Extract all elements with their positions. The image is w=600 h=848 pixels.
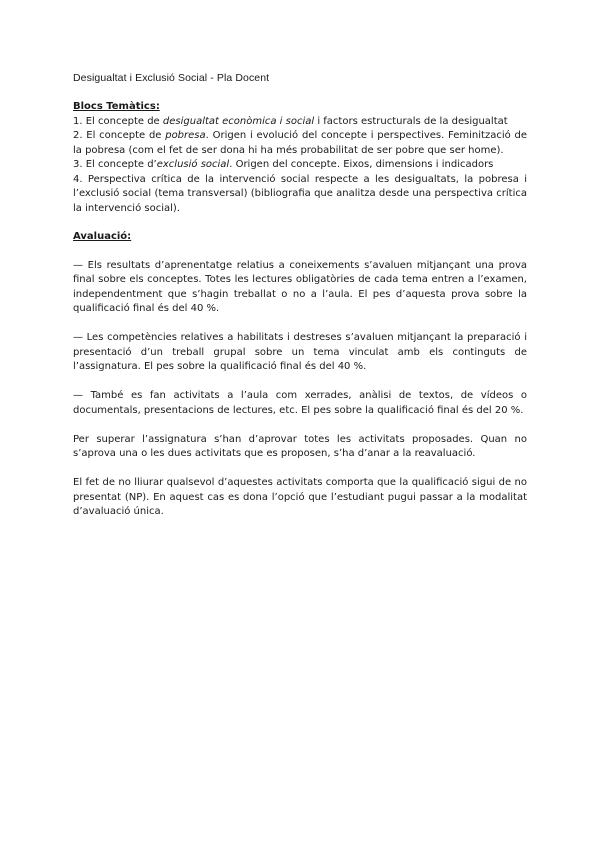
blocs-heading: Blocs Temàtics:	[73, 101, 160, 112]
avaluacio-paragraph: — També es fan activitats a l’aula com xerrades, anàlisi de textos, de vídeos o documentals, presentacions de lectures, etc. El pes sobre la qualificació final és del 20 %.	[73, 390, 527, 416]
document-body	[73, 100, 527, 534]
bloc-item: 1. El concepte de desigualtat econòmica i social i factors estructurals de la desigualtat	[73, 115, 508, 127]
avaluacio-paragraph: — Els resultats d’aprenentatge relatius a coneixements s’avaluen mitjançant una prova final sobre els conceptes. Totes les lectures obligatòries de cada tema entren a l’examen, independentment que s’hagin treballat o no a l’aula. El pes d’aquesta prova sobre la qualificació final és del 40 %.	[73, 259, 527, 314]
bloc-item: 2. El concepte de pobresa. Origen i evolució del concepte i perspectives. Feminització de la pobresa (com el fet de ser dona hi ha més probabilitat de ser pobre que ser home).	[73, 130, 527, 156]
avaluacio-paragraph: — Les competències relatives a habilitats i destreses s’avaluen mitjançant la preparació i presentació d’un treball grupal sobre un tema vinculat amb els continguts de l’assignatura. El pes sobre la qualificació final és del 40 %.	[73, 332, 527, 372]
bloc-item: 3. El concepte d’exclusió social. Origen del concepte. Eixos, dimensions i indicadors	[73, 159, 494, 170]
document-title: Desigualtat i Exclusió Social - Pla Docent	[73, 72, 270, 84]
avaluacio-paragraph: Per superar l’assignatura s’han d’aprovar totes les activitats proposades. Quan no s’aprova una o les dues activitats que es proposen, s’ha d’anar a la reavaluació.	[73, 433, 527, 459]
avaluacio-heading: Avaluació:	[73, 231, 132, 242]
bloc-item: 4. Perspectiva crítica de la intervenció social respecte a les desigualtats, la pobresa i l’exclusió social (tema transversal) (bibliografia que analitza desde una perspectiva crítica la intervenció social).	[73, 173, 527, 214]
avaluacio-paragraph: El fet de no lliurar qualsevol d’aquestes activitats comporta que la qualificació sigui de no presentat (NP). En aquest cas es dona l’opció que l’estudiant pugui passar a la modalitat d’avaluació única.	[73, 477, 527, 517]
